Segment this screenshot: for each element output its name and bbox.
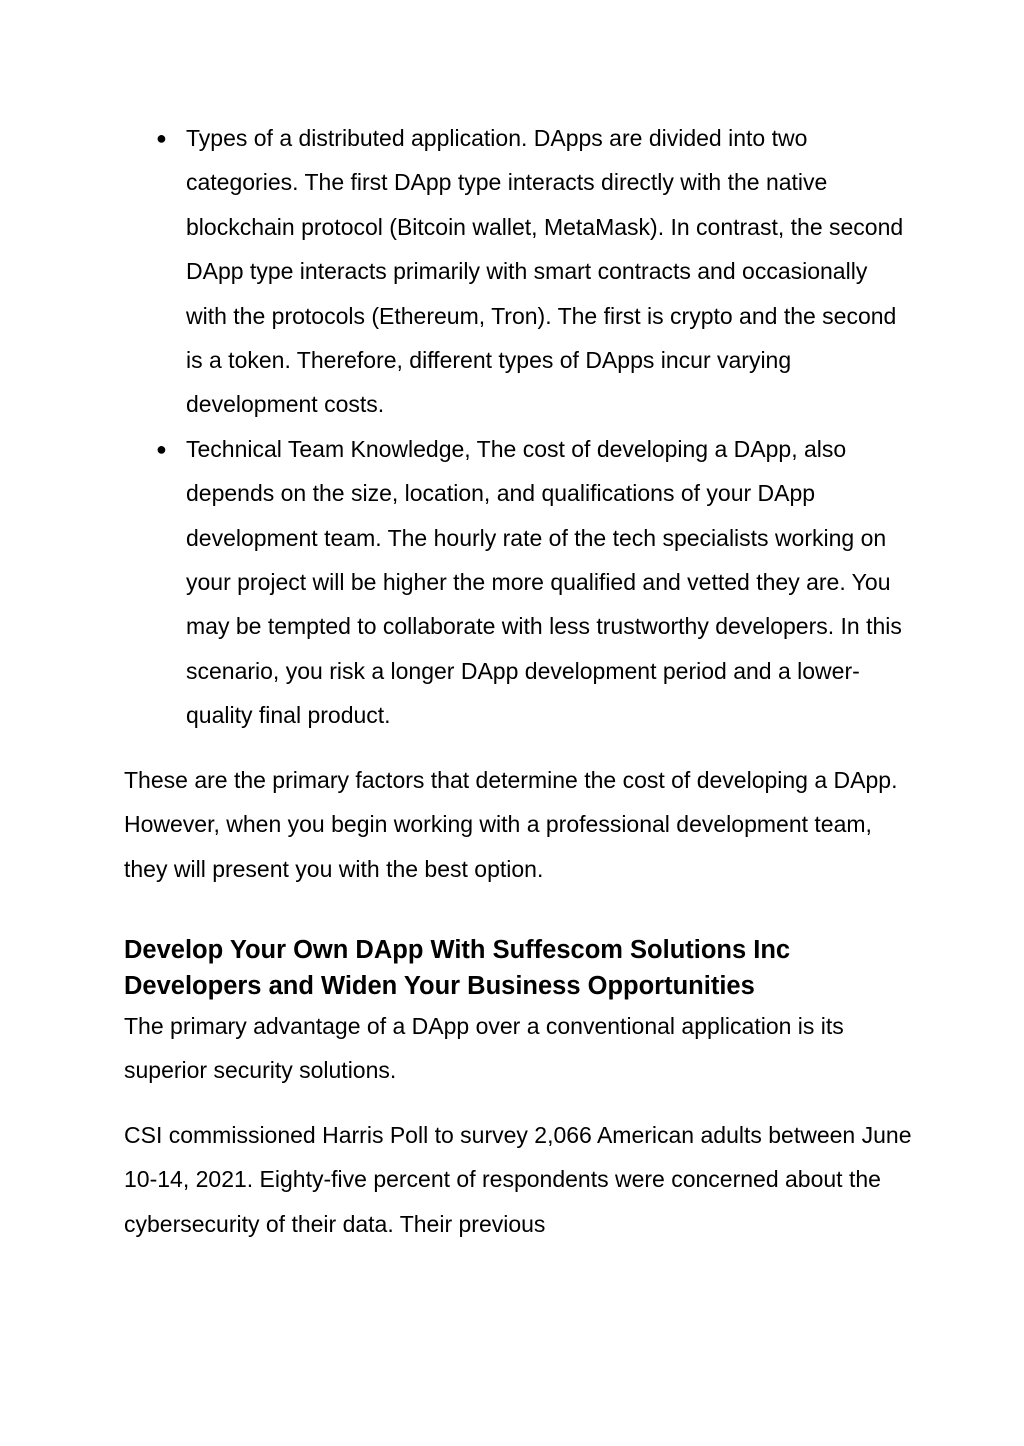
section-heading: Develop Your Own DApp With Suffescom Solutions Inc Developers and Widen Your Business Opportunities — [124, 935, 791, 1000]
paragraph-advantage: The primary advantage of a DApp over a conventional application is its superior security solutions. — [124, 1012, 844, 1084]
bullet-marker-icon: ● — [156, 128, 167, 148]
bullet-text: Technical Team Knowledge, The cost of developing a DApp, also depends on the size, location, and qualifications of your DApp development team. The hourly rate of the tech specialists working on your project will be higher the more qualified and vetted they are. You may be tempted to collaborate with less trustworthy developers. In this scenario, you risk a longer DApp development period and a lower-quality final product. — [186, 435, 902, 729]
list-item — [124, 116, 914, 427]
list-item — [124, 427, 914, 738]
paragraph-survey: CSI commissioned Harris Poll to survey 2,066 American adults between June 10-14, 2021. Eighty-five percent of respondents were concerned about the cybersecurity of their data. Their previous — [124, 1121, 912, 1237]
document-page — [124, 116, 914, 1246]
bullet-list — [124, 116, 914, 738]
bullet-text: Types of a distributed application. DApps are divided into two categories. The first DApp type interacts directly with the native blockchain protocol (Bitcoin wallet, MetaMask). In contrast, the second DApp type interacts primarily with smart contracts and occasionally with the protocols (Ethereum, Tron). The first is crypto and the second is a token. Therefore, different types of DApps incur varying development costs. — [186, 125, 904, 418]
paragraph-factors: These are the primary factors that determine the cost of developing a DApp. However, when you begin working with a professional development team, they will present you with the best option. — [124, 766, 898, 882]
bullet-marker-icon: ● — [156, 438, 167, 459]
